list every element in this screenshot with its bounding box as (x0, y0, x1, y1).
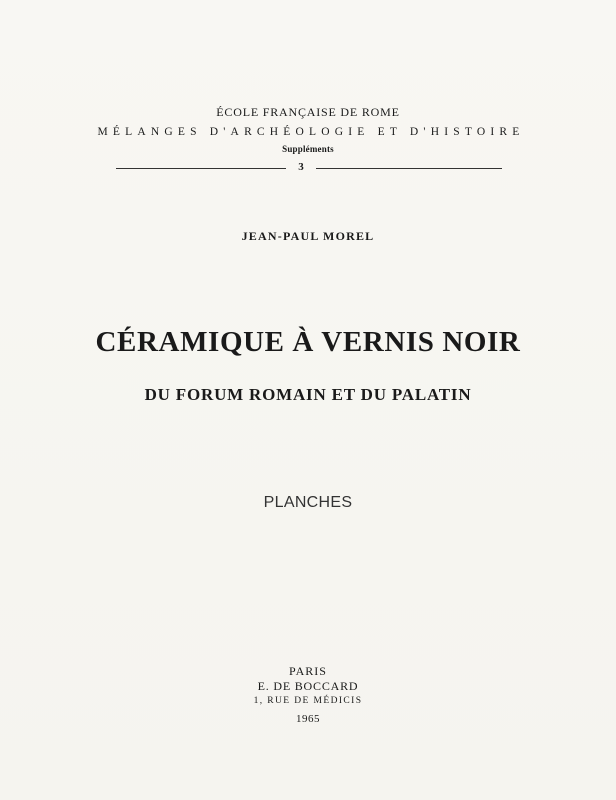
book-title: CÉRAMIQUE À VERNIS NOIR (95, 326, 521, 358)
author-name: JEAN-PAUL MOREL (241, 229, 375, 243)
right-rule-divider (316, 168, 502, 169)
book-subtitle: DU FORUM ROMAIN ET DU PALATIN (144, 385, 472, 404)
volume-number: 3 (298, 161, 304, 173)
institution-name: ÉCOLE FRANÇAISE DE ROME (216, 105, 400, 119)
imprint-publisher: E. DE BOCCARD (257, 679, 359, 693)
left-rule-divider (116, 168, 286, 169)
imprint-year: 1965 (296, 713, 320, 725)
imprint-city: PARIS (289, 664, 327, 678)
imprint-address: 1, RUE DE MÉDICIS (253, 696, 363, 706)
section-label: PLANCHES (263, 494, 353, 511)
series-title: MÉLANGES D'ARCHÉOLOGIE ET D'HISTOIRE (97, 126, 525, 138)
volume-rule-row (0, 161, 616, 177)
supplement-label: Suppléments (282, 144, 334, 154)
